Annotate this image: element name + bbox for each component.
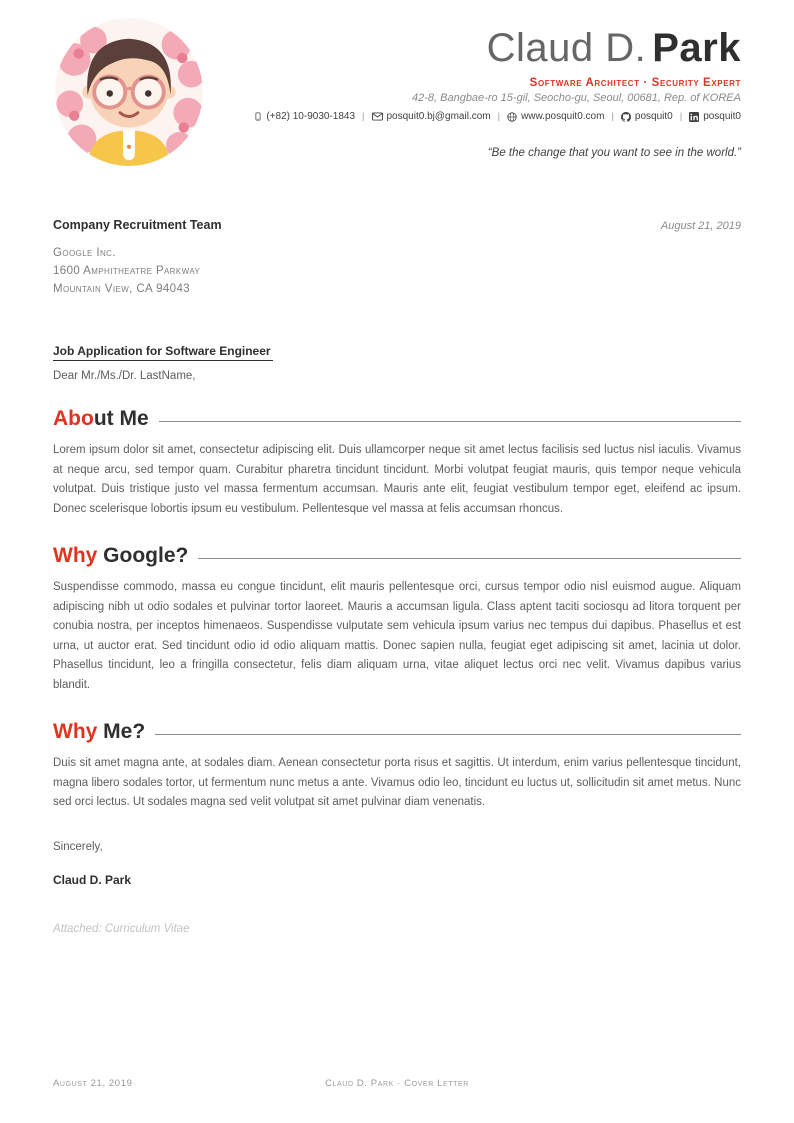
footer	[53, 1078, 741, 1089]
recipient-name: Company Recruitment Team	[53, 218, 222, 232]
section-title	[53, 407, 741, 431]
email-address: posquit0.bj@gmail.com	[386, 111, 491, 122]
phone-number: (+82) 10-9030-1843	[266, 111, 356, 122]
quote: “Be the change that you want to see in the world.”	[487, 147, 741, 159]
recipient-address-line: 1600 Amphitheatre Parkway	[53, 265, 201, 277]
signature: Claud D. Park	[53, 872, 132, 887]
first-name: Claud D.	[486, 26, 647, 70]
github-contact[interactable]	[621, 111, 673, 122]
separator: |	[611, 111, 614, 122]
recipient-row	[53, 218, 741, 232]
footer-date: August 21, 2019	[53, 1078, 133, 1089]
email-contact[interactable]	[372, 111, 491, 122]
greeting: Dear Mr./Ms./Dr. LastName,	[53, 370, 196, 382]
linkedin-username: posquit0	[703, 111, 741, 122]
avatar-illustration	[55, 18, 203, 166]
separator: |	[497, 111, 501, 122]
section-why-me	[53, 720, 741, 813]
closing: Sincerely,	[53, 840, 103, 853]
section-rule	[155, 734, 741, 735]
footer-title: Claud D. Park · Cover Letter	[325, 1078, 469, 1089]
website-contact[interactable]	[507, 111, 604, 122]
phone-contact[interactable]	[254, 111, 355, 122]
linkedin-contact[interactable]	[689, 111, 741, 122]
github-icon	[621, 112, 631, 122]
header-address: 42-8, Bangbae-ro 15-gil, Seocho-gu, Seoul, 00681, Rep. of KOREA	[412, 92, 741, 104]
position-title: Software Architect · Security Expert	[529, 77, 741, 89]
section-title-highlight: Abo	[53, 407, 94, 430]
section-why-google	[53, 544, 741, 695]
section-title-rest: ut Me	[93, 407, 149, 430]
section-title-highlight: Why	[53, 544, 98, 567]
github-username: posquit0	[634, 111, 673, 122]
email-icon	[372, 112, 383, 121]
section-body: Duis sit amet magna ante, at sodales diam. Aenean consectetur porta risus et sagittis. Ut interdum, enim varius pellentesque tincidunt, magna libero sodales tortor, ut fermentum nunc metus a ante. Vivamus odio leo, tincidunt eu luctus ut, sollicitudin sit amet metus. Nunc sed orci lectus. Ut sodales magna sed velit volutpat sit amet pulvinar diam venenatis.	[53, 757, 741, 808]
contact-bar	[203, 111, 741, 122]
separator: |	[362, 111, 365, 122]
section-title-rest: Me?	[97, 720, 146, 743]
section-title	[53, 720, 741, 744]
recipient-address-line: Google Inc.	[53, 247, 116, 259]
avatar	[55, 18, 203, 166]
section-title-highlight: Why	[53, 720, 98, 743]
section-rule	[159, 421, 741, 422]
recipient-address	[53, 244, 741, 298]
letter-subject: Job Application for Software Engineer	[53, 344, 273, 361]
section-body: Suspendisse commodo, massa eu congue tincidunt, elit mauris pellentesque orci, cursus tempor odio nisl euismod augue. Aliquam adipiscing nibh ut odio sodales et pulvinar tortor laoreet. Mauris a accumsan ligula. Class aptent taciti sociosqu ad litora torquent per conubia nostra, per inceptos himenaeos. Suspendisse vulputate sem vehicula ipsum varius nec tempus dui dapibus. Phasellus et est urna, ut auctor erat. Sed tincidunt odio id odio aliquam mattis. Donec sapien nulla, feugiat eget adipiscing sit amet, lacinia ut dolor. Phasellus tincidunt, leo a fringilla consectetur, felis diam aliquam urna, vitae aliquet lectus orci nec velit. Vivamus dapibus varius blandit.	[53, 581, 741, 691]
separator: |	[679, 111, 683, 122]
recipient-address-line: Mountain View, CA 94043	[53, 283, 191, 295]
section-title	[53, 544, 741, 568]
header	[53, 18, 741, 166]
globe-icon	[507, 112, 517, 122]
website-url: www.posquit0.com	[521, 111, 605, 122]
linkedin-icon	[689, 112, 699, 122]
header-info	[203, 18, 741, 159]
attachment-note: Attached: Curriculum Vitae	[53, 922, 190, 935]
section-title-rest: Google?	[97, 544, 189, 567]
phone-icon	[254, 111, 262, 122]
section-about-me	[53, 407, 741, 519]
page-title	[203, 26, 741, 72]
last-name: Park	[652, 26, 741, 70]
letter-date: August 21, 2019	[660, 220, 741, 232]
section-body: Lorem ipsum dolor sit amet, consectetur adipiscing elit. Duis ullamcorper neque sit amet lectus facilisis sed luctus nisl iaculis. Vivamus at neque arcu, sed tempor quam. Curabitur pharetra tincidunt tincidunt. Morbi volutpat feugiat mauris, quis tempor neque vehicula volutpat. Duis tristique justo vel massa fermentum accumsan. Mauris ante elit, feugiat vestibulum tempor eget, eleifend ac ipsum. Donec scelerisque lobortis ipsum eu vestibulum. Pellentesque vel massa at felis accumsan rhoncus.	[53, 444, 741, 515]
section-rule	[198, 558, 741, 559]
